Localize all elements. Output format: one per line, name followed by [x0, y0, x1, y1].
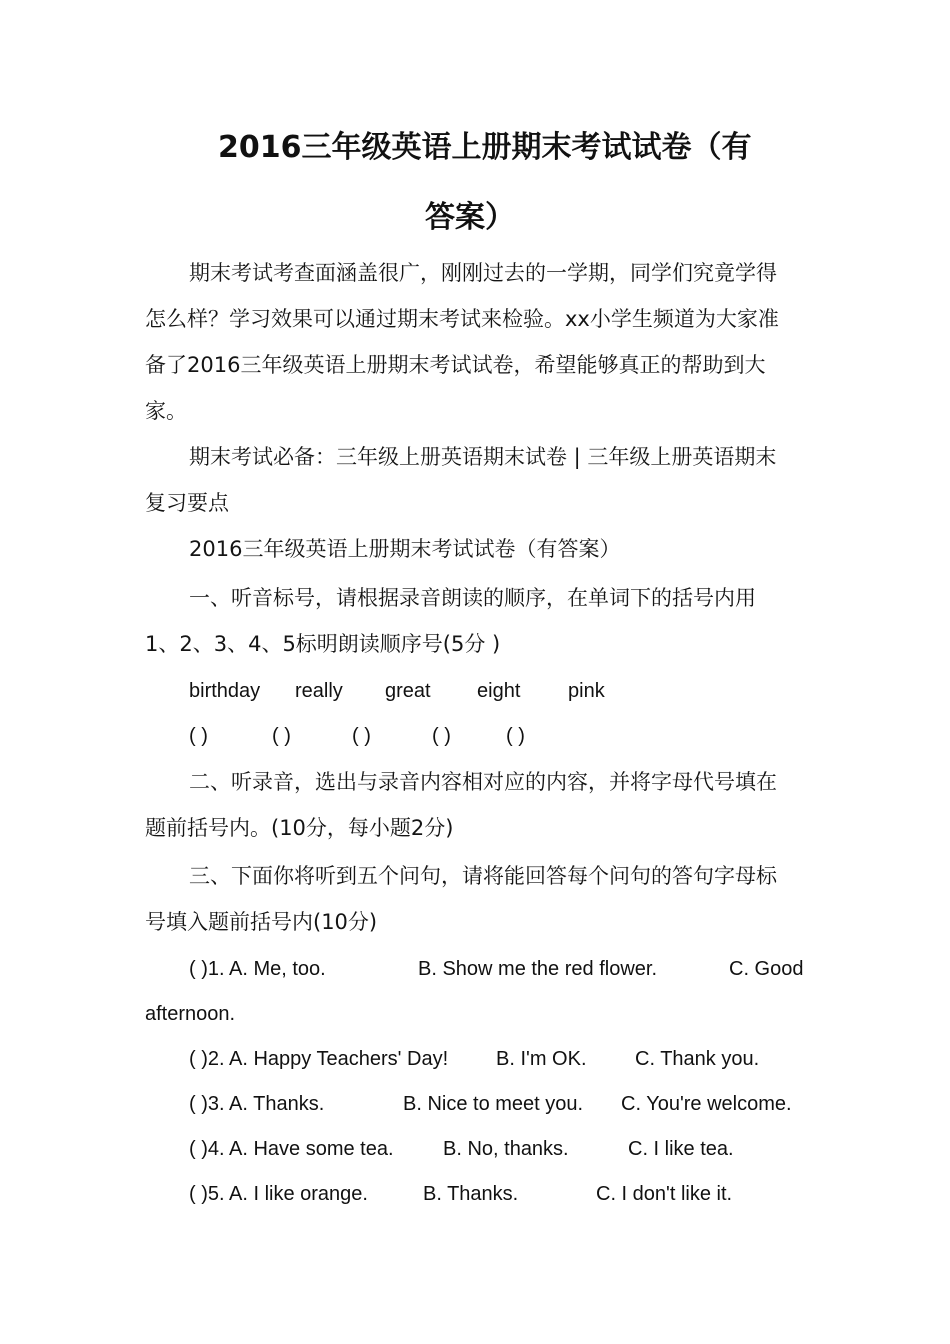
question-2-option-b: B. I'm OK. — [496, 1048, 587, 1070]
question-4-option-c: C. I like tea. — [628, 1138, 734, 1160]
question-4-option-b: B. No, thanks. — [443, 1138, 569, 1160]
answer-bracket: ( ) — [506, 725, 525, 747]
section1-line-2: 1、2、3、4、5标明朗读顺序号(5分 ) — [145, 632, 501, 656]
question-4: ( )4. A. Have some tea. — [189, 1138, 394, 1160]
answer-bracket: ( ) — [352, 725, 371, 747]
section1-line-1: 一、听音标号，请根据录音朗读的顺序，在单词下的括号内用 — [189, 586, 756, 610]
intro-line-4: 家。 — [145, 399, 187, 423]
answer-bracket: ( ) — [189, 725, 208, 747]
document-title-line-1: 2016三年级英语上册期末考试试卷（有 — [218, 130, 752, 165]
section2-line-2: 题前括号内。(10分，每小题2分) — [145, 816, 454, 840]
answer-bracket: ( ) — [272, 725, 291, 747]
question-5: ( )5. A. I like orange. — [189, 1183, 368, 1205]
word-item: great — [385, 680, 431, 702]
intro-line-3: 备了2016三年级英语上册期末考试试卷，希望能够真正的帮助到大 — [145, 353, 766, 377]
intro-line-1: 期末考试考查面涵盖很广，刚刚过去的一学期，同学们究竟学得 — [189, 261, 777, 285]
question-1-continuation: afternoon. — [145, 1003, 236, 1025]
section3-line-2: 号填入题前括号内(10分) — [145, 910, 378, 934]
question-1: ( )1. A. Me, too. — [189, 958, 326, 980]
word-item: birthday — [189, 680, 261, 702]
word-item: pink — [568, 680, 605, 702]
prep-line-1: 期末考试必备：三年级上册英语期末试卷 | 三年级上册英语期末 — [189, 445, 777, 469]
question-5-option-b: B. Thanks. — [423, 1183, 519, 1205]
document-title-line-2: 答案） — [425, 200, 515, 235]
question-3-option-c: C. You're welcome. — [621, 1093, 792, 1115]
word-item: really — [295, 680, 343, 702]
question-2-option-c: C. Thank you. — [635, 1048, 760, 1070]
exam-subtitle: 2016三年级英语上册期末考试试卷（有答案） — [189, 537, 621, 561]
section2-line-1: 二、听录音，选出与录音内容相对应的内容，并将字母代号填在 — [189, 770, 777, 794]
question-3: ( )3. A. Thanks. — [189, 1093, 325, 1115]
question-2: ( )2. A. Happy Teachers' Day! — [189, 1048, 449, 1070]
question-5-option-c: C. I don't like it. — [596, 1183, 733, 1205]
answer-bracket: ( ) — [432, 725, 451, 747]
question-3-option-b: B. Nice to meet you. — [403, 1093, 584, 1115]
question-1-option-c: C. Good — [729, 958, 804, 980]
question-1-option-b: B. Show me the red flower. — [418, 958, 658, 980]
intro-line-2: 怎么样？学习效果可以通过期末考试来检验。xx小学生频道为大家准 — [145, 307, 779, 331]
word-item: eight — [477, 680, 521, 702]
prep-line-2: 复习要点 — [145, 491, 229, 515]
section3-line-1: 三、下面你将听到五个问句，请将能回答每个问句的答句字母标 — [189, 864, 777, 888]
